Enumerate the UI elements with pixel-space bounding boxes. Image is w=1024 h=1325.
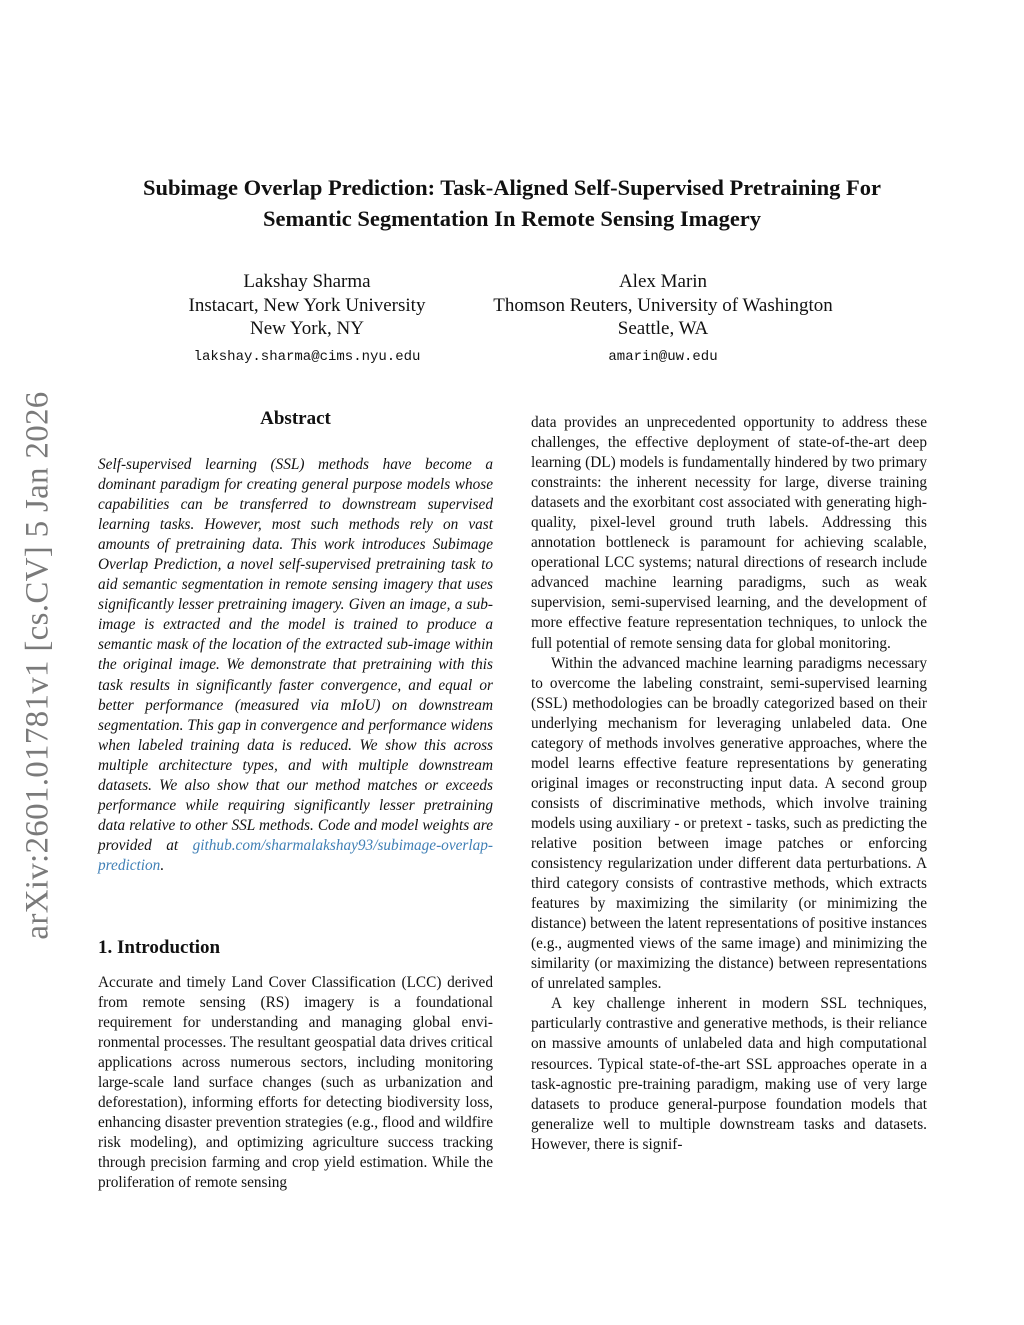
title-line-2: Semantic Segmentation In Remote Sensing Imagery: [262, 206, 762, 231]
section-heading-introduction: 1. Introduction: [98, 937, 221, 958]
author-email[interactable]: lakshay.sharma@cims.nyu.edu: [193, 348, 421, 365]
right-column: [531, 413, 927, 1155]
title-line-1: Subimage Overlap Prediction: Task-Aligned Self-Supervised Pretraining For: [143, 175, 881, 200]
author-affiliation: Thomson Reuters, University of Washington: [493, 294, 833, 316]
abstract-text: Self-supervised learning (SSL) methods have become a dominant paradigm for creating general purpose models whose capabilities can be transferred to downstream supervised learning tasks. However, most such methods rely on vast amounts of pretraining data. This work introduces Subimage Overlap Prediction, a novel self-supervised pretraining task to aid semantic segmentation in remote sensing imagery that uses significantly lesser pretraining imagery. Given an image, a sub-image is extracted and the model is trained to produce a semantic mask of the location of the extracted sub-image within the original image. We demonstrate that pretraining with this task results in significantly faster convergence, and equal or better performance (measured via mIoU) on downstream segmentation. This gap in convergence and performance widens when labeled training data is reduced. We show this across multiple architecture types, and with multiple downstream datasets. We also show that our method matches or exceeds performance while requiring significantly lesser pretraining data relative to other SSL methods. Code and model weights are provided at: [98, 456, 493, 854]
code-link[interactable]: github.com/sharmalakshay93/subimage-overlap-prediction: [98, 836, 493, 874]
abstract-end: .: [160, 856, 165, 874]
author-name: Alex Marin: [618, 271, 708, 292]
abstract-heading: Abstract: [260, 408, 331, 429]
author-block-1: [157, 270, 457, 366]
author-location: New York, NY: [249, 318, 364, 339]
intro-paragraph-1: Accurate and timely Land Cover Classification (LCC) derived from remote sensing (RS) imagery is a foundational requirement for understanding and managing global environmental processes. The resultant geospatial data drives critical applications across numerous sectors, including monitoring large-scale land surface changes (such as urbanization and deforestation), informing efforts for detecting biodiversity loss, enhancing disaster prevention strategies (e.g., flood and wildfire risk modeling), and optimizing agriculture success tracking through precision farming and crop yield estimation. While the proliferation of remote sensing: [98, 974, 493, 1192]
author-block-2: [463, 270, 863, 366]
arxiv-id: arXiv:2601.01781v1 [cs.CV] 5 Jan 2026: [19, 390, 56, 940]
paper-title: [98, 172, 926, 234]
author-location: Seattle, WA: [617, 318, 709, 339]
author-email[interactable]: amarin@uw.edu: [608, 348, 718, 365]
right-paragraph-3: A key challenge inherent in modern SSL techniques, particularly contrastive and generative methods, is their reliance on massive amounts of unlabeled data and high computational resources. Typical state-of-the-art SSL approaches operate in a task-agnostic pre-training paradigm, making use of very large datasets to produce general-purpose foundation models that generalize well to multiple downstream tasks and datasets. However, there is signif-: [531, 995, 927, 1153]
author-name: Lakshay Sharma: [243, 271, 371, 292]
author-affiliation: Instacart, New York University: [188, 294, 426, 316]
right-paragraph-2: Within the advanced machine learning paradigms necessary to overcome the labeling constraint, semi-supervised learning (SSL) methodologies can be broadly categorized based on their underlying mechanism for leveraging unlabeled data. One category of methods involves generative approaches, where the model learns effective feature representations by generating original images or reconstructing input data. A second group consists of discriminative methods, which involve training models using auxiliary - or pretext - tasks, such as predicting the relative position between image patches or enforcing consistency regularization under different data perturbations. A third category consists of contrastive methods, which extracts features by maximizing the similarity (or minimizing the distance) between the latent representations of positive instances (e.g., augmented views of the same image) and minimizing the similarity (or maximizing the distance) between representations of unrelated samples.: [531, 654, 927, 993]
abstract-body: [98, 455, 493, 876]
right-paragraph-1: data provides an unprecedented opportunity to address these challenges, the effective deployment of state-of-the-art deep learning (DL) models is fundamentally hindered by two primary constraints: the inherent necessity for large, diverse training datasets and the exorbitant cost associated with generating high-quality, pixel-level ground truth labels. Addressing this annotation bottleneck is paramount for achieving scalable, operational LCC systems; natural directions of research include advanced machine learning paradigms, such as weak supervision, semi-supervised learning, and the development of more effective feature representation techniques, to unlock the full potential of remote sensing data for global monitoring.: [531, 414, 927, 652]
arxiv-watermark: [8, 380, 68, 950]
